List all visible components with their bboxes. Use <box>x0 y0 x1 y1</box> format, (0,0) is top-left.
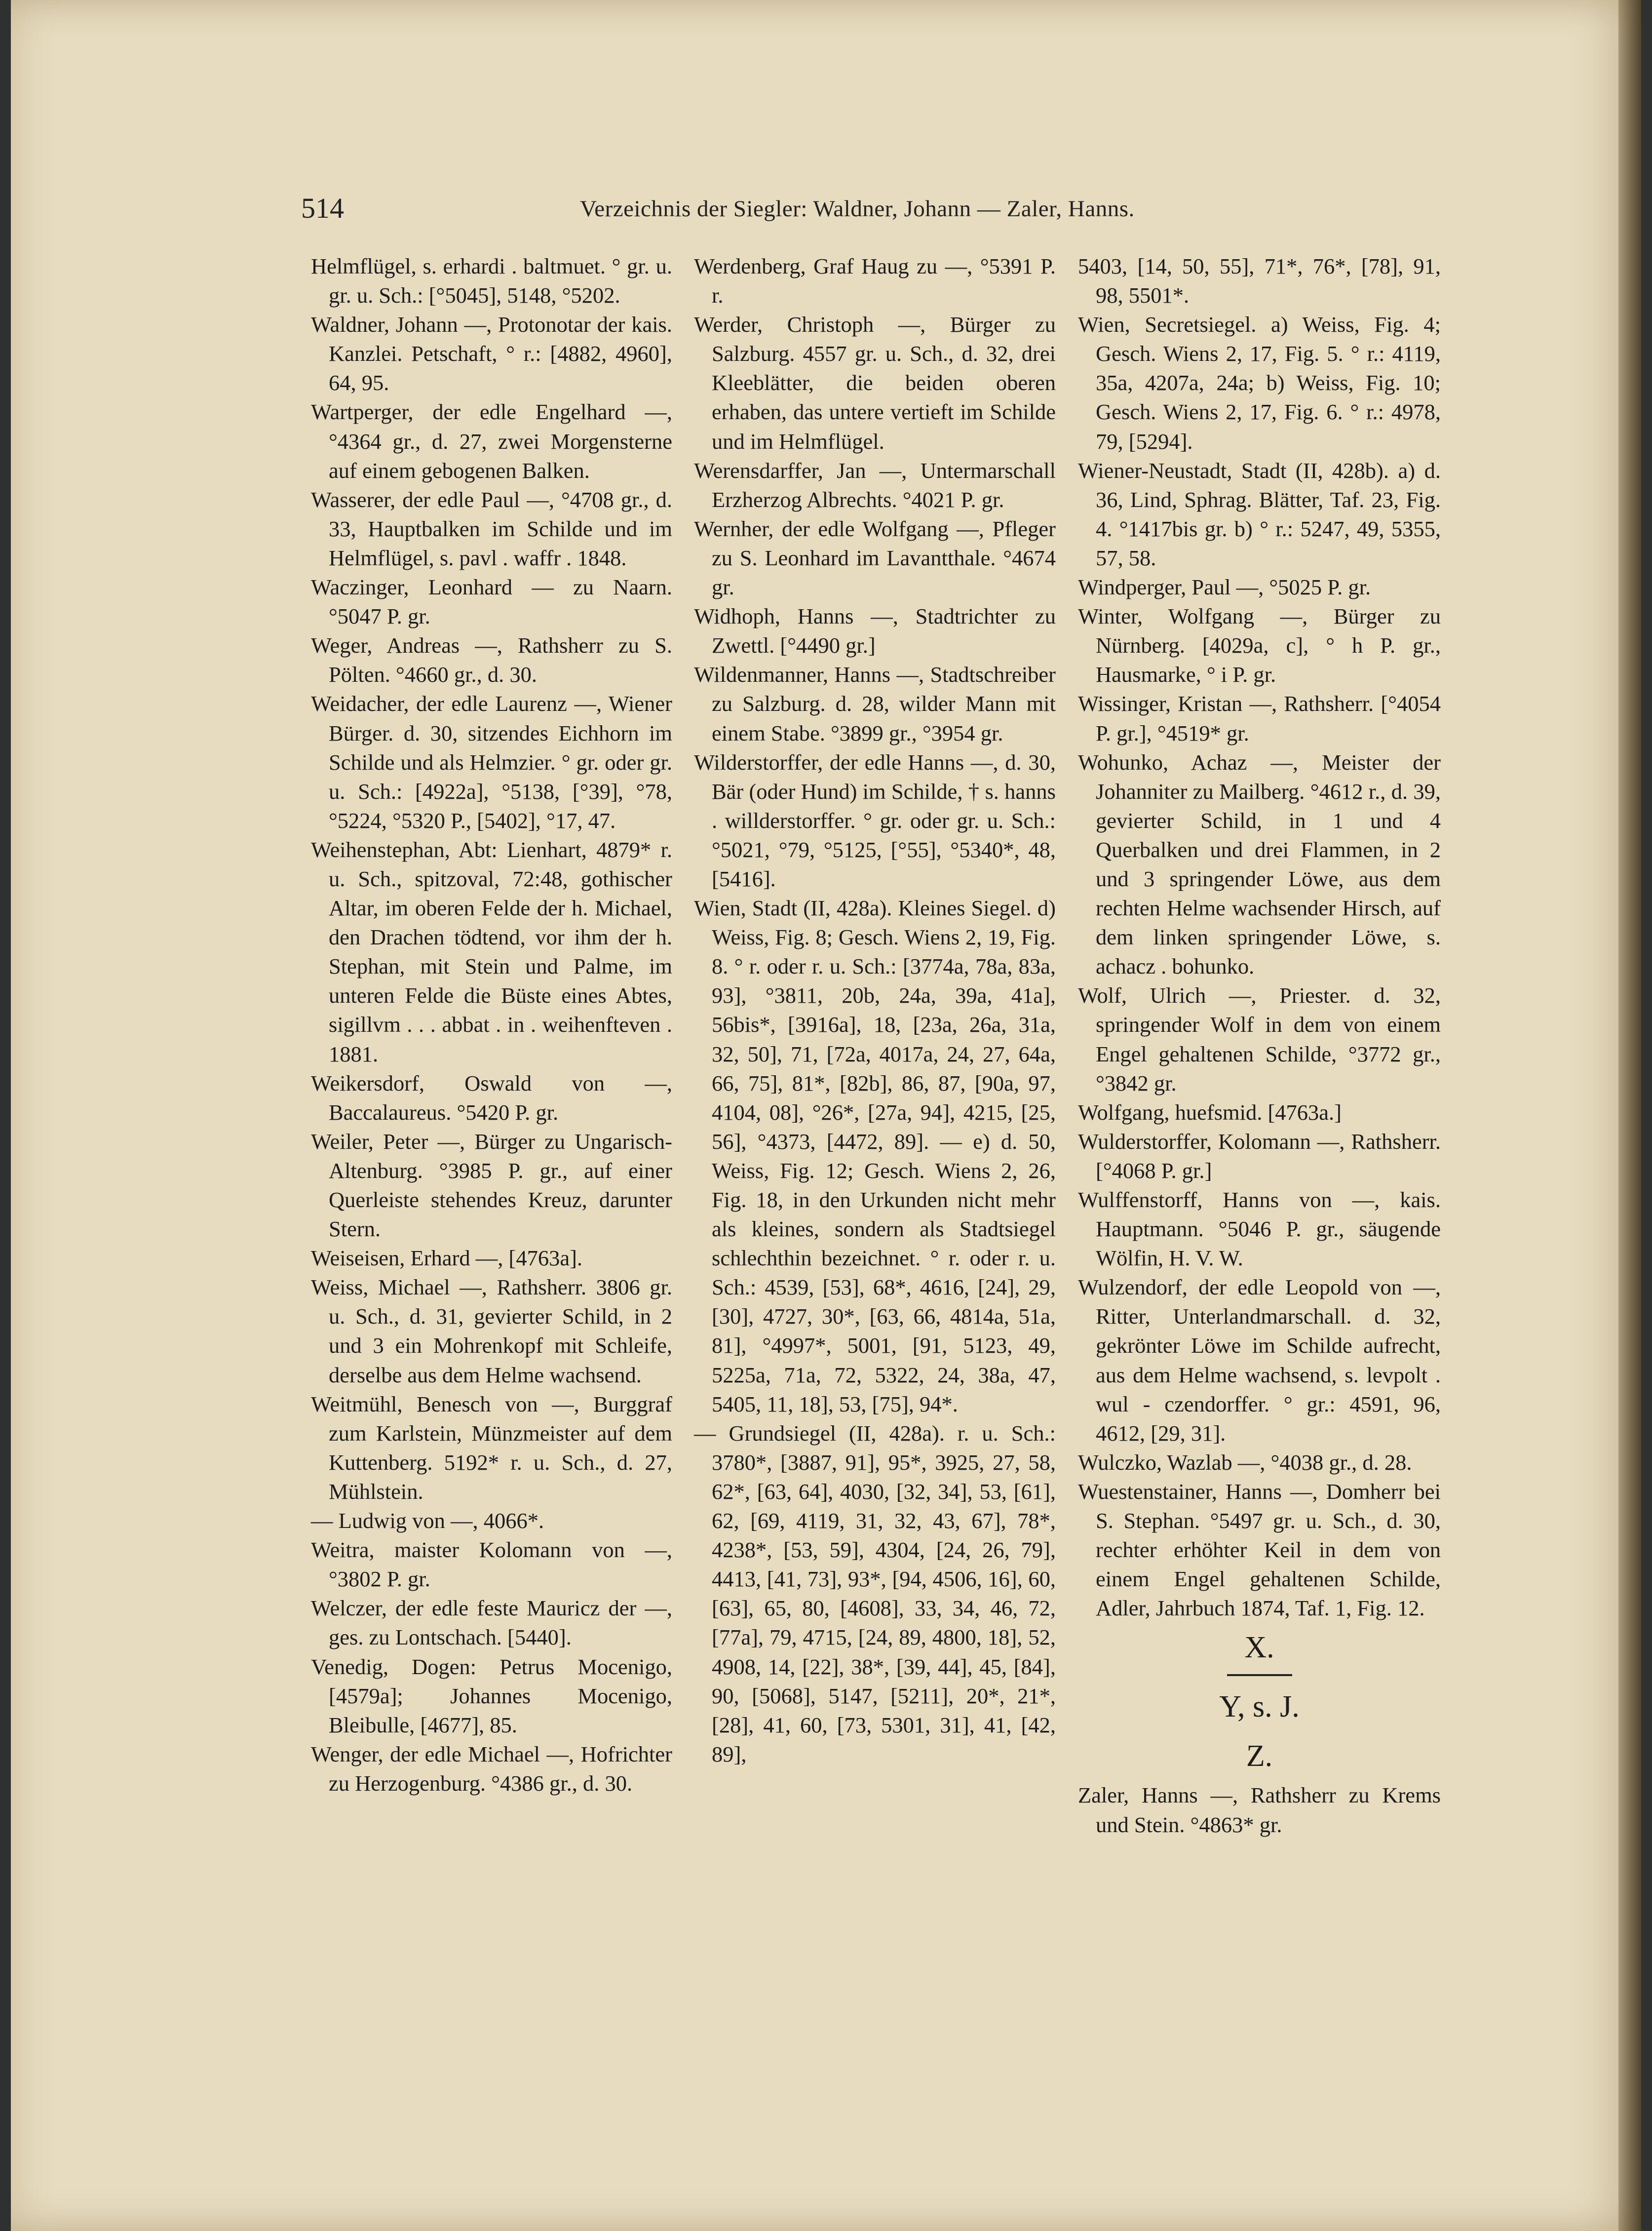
section-heading-z: Z. <box>1246 1739 1273 1773</box>
section-heading-x: X. <box>1244 1631 1274 1665</box>
index-entry: Wernher, der edle Wolfgang —, Pfleger zu S. Leonhard im Lavantthale. °4674 gr. <box>694 516 1056 600</box>
column-3 <box>1078 252 1441 1840</box>
index-entry: Wohunko, Achaz —, Meister der Johanniter zu Mailberg. °4612 r., d. 39, gevierter Schild, in 1 und 4 Querbalken und drei Flammen, in 2 und 3 springender Löwe, aus dem rechten Helme wachsender Hirsch, auf dem linken springender Löwe, s. achacz . bohunko. <box>1078 749 1441 979</box>
index-entry: Wartperger, der edle Engelhard —, °4364 gr., d. 27, zwei Morgensterne auf einem gebogenen Balken. <box>311 399 672 483</box>
index-entry: Wulzendorf, der edle Leopold von —, Ritter, Unterlandmarschall. d. 32, gekrönter Löwe im Schilde aufrecht, aus dem Helme wachsend, s. levpolt . wul - czendorffer. ° gr.: 4591, 96, 4612, [29, 31]. <box>1078 1275 1441 1446</box>
book-gutter <box>1618 0 1641 2231</box>
index-entry: Wien, Stadt (II, 428a). Kleines Siegel. d) Weiss, Fig. 8; Gesch. Wiens 2, 19, Fig. 8. ° r. oder r. u. Sch.: [3774a, 78a, 83a, 93], °3811, 20b, 24a, 39a, 41a], 56bis*, [3916a], 18, [23a, 26a, 31a, 32, 50], 71, [72a, 4017a, 24, 27, 64a, 66, 75], 81*, [82b], 86, 87, [90a, 97, 4104, 08], °26*, [27a, 94], 4215, [25, 56], °4373, [4472, 89]. — e) d. 50, Weiss, Fig. 12; Gesch. Wiens 2, 26, Fig. 18, in den Urkunden nicht mehr als kleines, sondern als Stadtsiegel schlechthin bezeichnet. ° r. oder r. u. Sch.: 4539, [53], 68*, 4616, [24], 29, [30], 4727, 30*, [63, 66, 4814a, 51a, 81], °4997*, 5001, [91, 5123, 49, 5225a, 71a, 72, 5322, 24, 38a, 47, 5405, 11, 18], 53, [75], 94*. <box>694 896 1056 1416</box>
index-entry: Werensdarffer, Jan —, Untermarschall Erzherzog Albrechts. °4021 P. gr. <box>694 458 1056 512</box>
index-entry: Werder, Christoph —, Bürger zu Salzburg. 4557 gr. u. Sch., d. 32, drei Kleeblätter, die beiden oberen erhaben, das untere vertieft im Schilde und im Helmflügel. <box>694 312 1056 454</box>
index-entry: Weidacher, der edle Laurenz —, Wiener Bürger. d. 30, sitzendes Eichhorn im Schilde und als Helmzier. ° gr. oder gr. u. Sch.: [4922a], °5138, [°39], °78, °5224, °5320 P., [5402], °17, 47. <box>311 691 672 833</box>
index-entry: Zaler, Hanns —, Rathsherr zu Krems und Stein. °4863* gr. <box>1078 1783 1441 1837</box>
index-entry: Waczinger, Leonhard — zu Naarn. °5047 P. gr. <box>311 575 672 629</box>
index-entry: — Ludwig von —, 4066*. <box>311 1508 544 1533</box>
index-entry: Weitra, maister Kolomann von —, °3802 P. gr. <box>311 1537 672 1592</box>
column-1 <box>311 252 672 1798</box>
index-entry: Weger, Andreas —, Rathsherr zu S. Pölten. °4660 gr., d. 30. <box>311 633 672 687</box>
index-entry: Wolf, Ulrich —, Priester. d. 32, springender Wolf in dem von einem Engel gehaltenen Schilde, °3772 gr., °3842 gr. <box>1078 983 1441 1096</box>
index-entry: — Grundsiegel (II, 428a). r. u. Sch.: 3780*, [3887, 91], 95*, 3925, 27, 58, 62*, [63, 64], 4030, [32, 34], 53, [61], 62, [69, 4119, 31, 32, 43, 67], 78*, 4238*, [53, 59], 4304, [24, 26, 79], 4413, [41, 73], 93*, [94, 4506, 16], 60, [63], 65, 80, [4608], 33, 34, 46, 72, [77a], 79, 4715, [24, 89, 4800, 18], 52, 4908, 14, [22], 38*, [39, 44], 45, [84], 90, [5068], 5147, [5211], 20*, 21*, [28], 41, 60, [73, 5301, 31], 41, [42, 89], <box>694 1420 1056 1766</box>
index-entry: Wulczko, Wazlab —, °4038 gr., d. 28. <box>1078 1449 1412 1475</box>
page <box>11 0 1641 2231</box>
index-entry: Weiseisen, Erhard —, [4763a]. <box>311 1246 583 1271</box>
index-entry: Weiss, Michael —, Rathsherr. 3806 gr. u. Sch., d. 31, gevierter Schild, in 2 und 3 ein Mohrenkopf mit Schleife, derselbe aus dem Helme wachsend. <box>311 1275 672 1387</box>
page-header <box>301 192 1190 231</box>
index-entry: Waldner, Johann —, Protonotar der kais. Kanzlei. Petschaft, ° r.: [4882, 4960], 64, 95. <box>311 312 672 395</box>
index-entry: Helmflügel, s. erhardi . baltmuet. ° gr. u. gr. u. Sch.: [°5045], 5148, °5202. <box>311 254 672 308</box>
index-entry: 5403, [14, 50, 55], 71*, 76*, [78], 91, 98, 5501*. <box>1078 254 1441 308</box>
index-entry: Wuestenstainer, Hanns —, Domherr bei S. Stephan. °5497 gr. u. Sch., d. 30, rechter erhöhter Keil in dem von einem Engel gehaltenen Schilde, Adler, Jahrbuch 1874, Taf. 1, Fig. 12. <box>1078 1479 1441 1621</box>
index-entry: Werdenberg, Graf Haug zu —, °5391 P. r. <box>694 254 1056 308</box>
index-entry: Wulderstorffer, Kolomann —, Rathsherr. [°4068 P. gr.] <box>1078 1129 1441 1183</box>
index-entry: Venedig, Dogen: Petrus Mocenigo, [4579a]; Johannes Mocenigo, Bleibulle, [4677], 85. <box>311 1654 672 1737</box>
index-entry: Wenger, der edle Michael —, Hofrichter zu Herzogenburg. °4386 gr., d. 30. <box>311 1741 672 1796</box>
index-entry: Wiener-Neustadt, Stadt (II, 428b). a) d. 36, Lind, Sphrag. Blätter, Taf. 23, Fig. 4. °1417bis gr. b) ° r.: 5247, 49, 5355, 57, 58. <box>1078 458 1441 570</box>
index-entry: Wasserer, der edle Paul —, °4708 gr., d. 33, Hauptbalken im Schilde und im Helmflügel, s. pavl . waffr . 1848. <box>311 487 672 570</box>
index-entry: Weiler, Peter —, Bürger zu Ungarisch-Altenburg. °3985 P. gr., auf einer Querleiste stehendes Kreuz, darunter Stern. <box>311 1129 672 1242</box>
page-number: 514 <box>301 192 344 224</box>
index-entry: Widhoph, Hanns —, Stadtrichter zu Zwettl. [°4490 gr.] <box>694 604 1056 658</box>
running-title: Verzeichnis der Siegler: Waldner, Johann — Zaler, Hanns. <box>580 196 1135 222</box>
index-entry: Wildenmanner, Hanns —, Stadtschreiber zu Salzburg. d. 28, wilder Mann mit einem Stabe. °3899 gr., °3954 gr. <box>694 662 1056 745</box>
index-entry: Winter, Wolfgang —, Bürger zu Nürnberg. [4029a, c], ° h P. gr., Hausmarke, ° i P. gr. <box>1078 604 1441 687</box>
column-2 <box>694 252 1056 1769</box>
index-entry: Wulffenstorff, Hanns von —, kais. Hauptmann. °5046 P. gr., säugende Wölfin, H. V. W. <box>1078 1187 1441 1271</box>
index-entry: Weikersdorf, Oswald von —, Baccalaureus. °5420 P. gr. <box>311 1070 672 1125</box>
index-entry: Welczer, der edle feste Mauricz der —, ges. zu Lontschach. [5440]. <box>311 1596 672 1650</box>
section-rule <box>1227 1674 1292 1676</box>
index-entry: Weihenstephan, Abt: Lienhart, 4879* r. u. Sch., spitzoval, 72:48, gothischer Altar, im oberen Felde der h. Michael, den Drachen tödtend, vor ihm der h. Stephan, mit Stein und Palme, im unteren Felde die Büste eines Abtes, sigillvm . . . abbat . in . weihenfteven . 1881. <box>311 837 672 1066</box>
index-entry: Windperger, Paul —, °5025 P. gr. <box>1078 575 1371 600</box>
index-entry: Wolfgang, huefsmid. [4763a.] <box>1078 1099 1342 1125</box>
index-entry: Weitmühl, Benesch von —, Burggraf zum Karlstein, Münzmeister auf dem Kuttenberg. 5192* r. u. Sch., d. 27, Mühlstein. <box>311 1391 672 1504</box>
index-entry: Wien, Secretsiegel. a) Weiss, Fig. 4; Gesch. Wiens 2, 17, Fig. 5. ° r.: 4119, 35a, 4207a, 24a; b) Weiss, Fig. 10; Gesch. Wiens 2, 17, Fig. 6. ° r.: 4978, 79, [5294]. <box>1078 312 1441 454</box>
index-entry: Wissinger, Kristan —, Rathsherr. [°4054 P. gr.], °4519* gr. <box>1078 691 1441 745</box>
section-heading-y: Y, s. J. <box>1219 1690 1300 1724</box>
index-entry: Wilderstorffer, der edle Hanns —, d. 30, Bär (oder Hund) im Schilde, † s. hanns . willderstorffer. ° gr. oder gr. u. Sch.: °5021, °79, °5125, [°55], °5340*, 48, [5416]. <box>694 749 1056 891</box>
